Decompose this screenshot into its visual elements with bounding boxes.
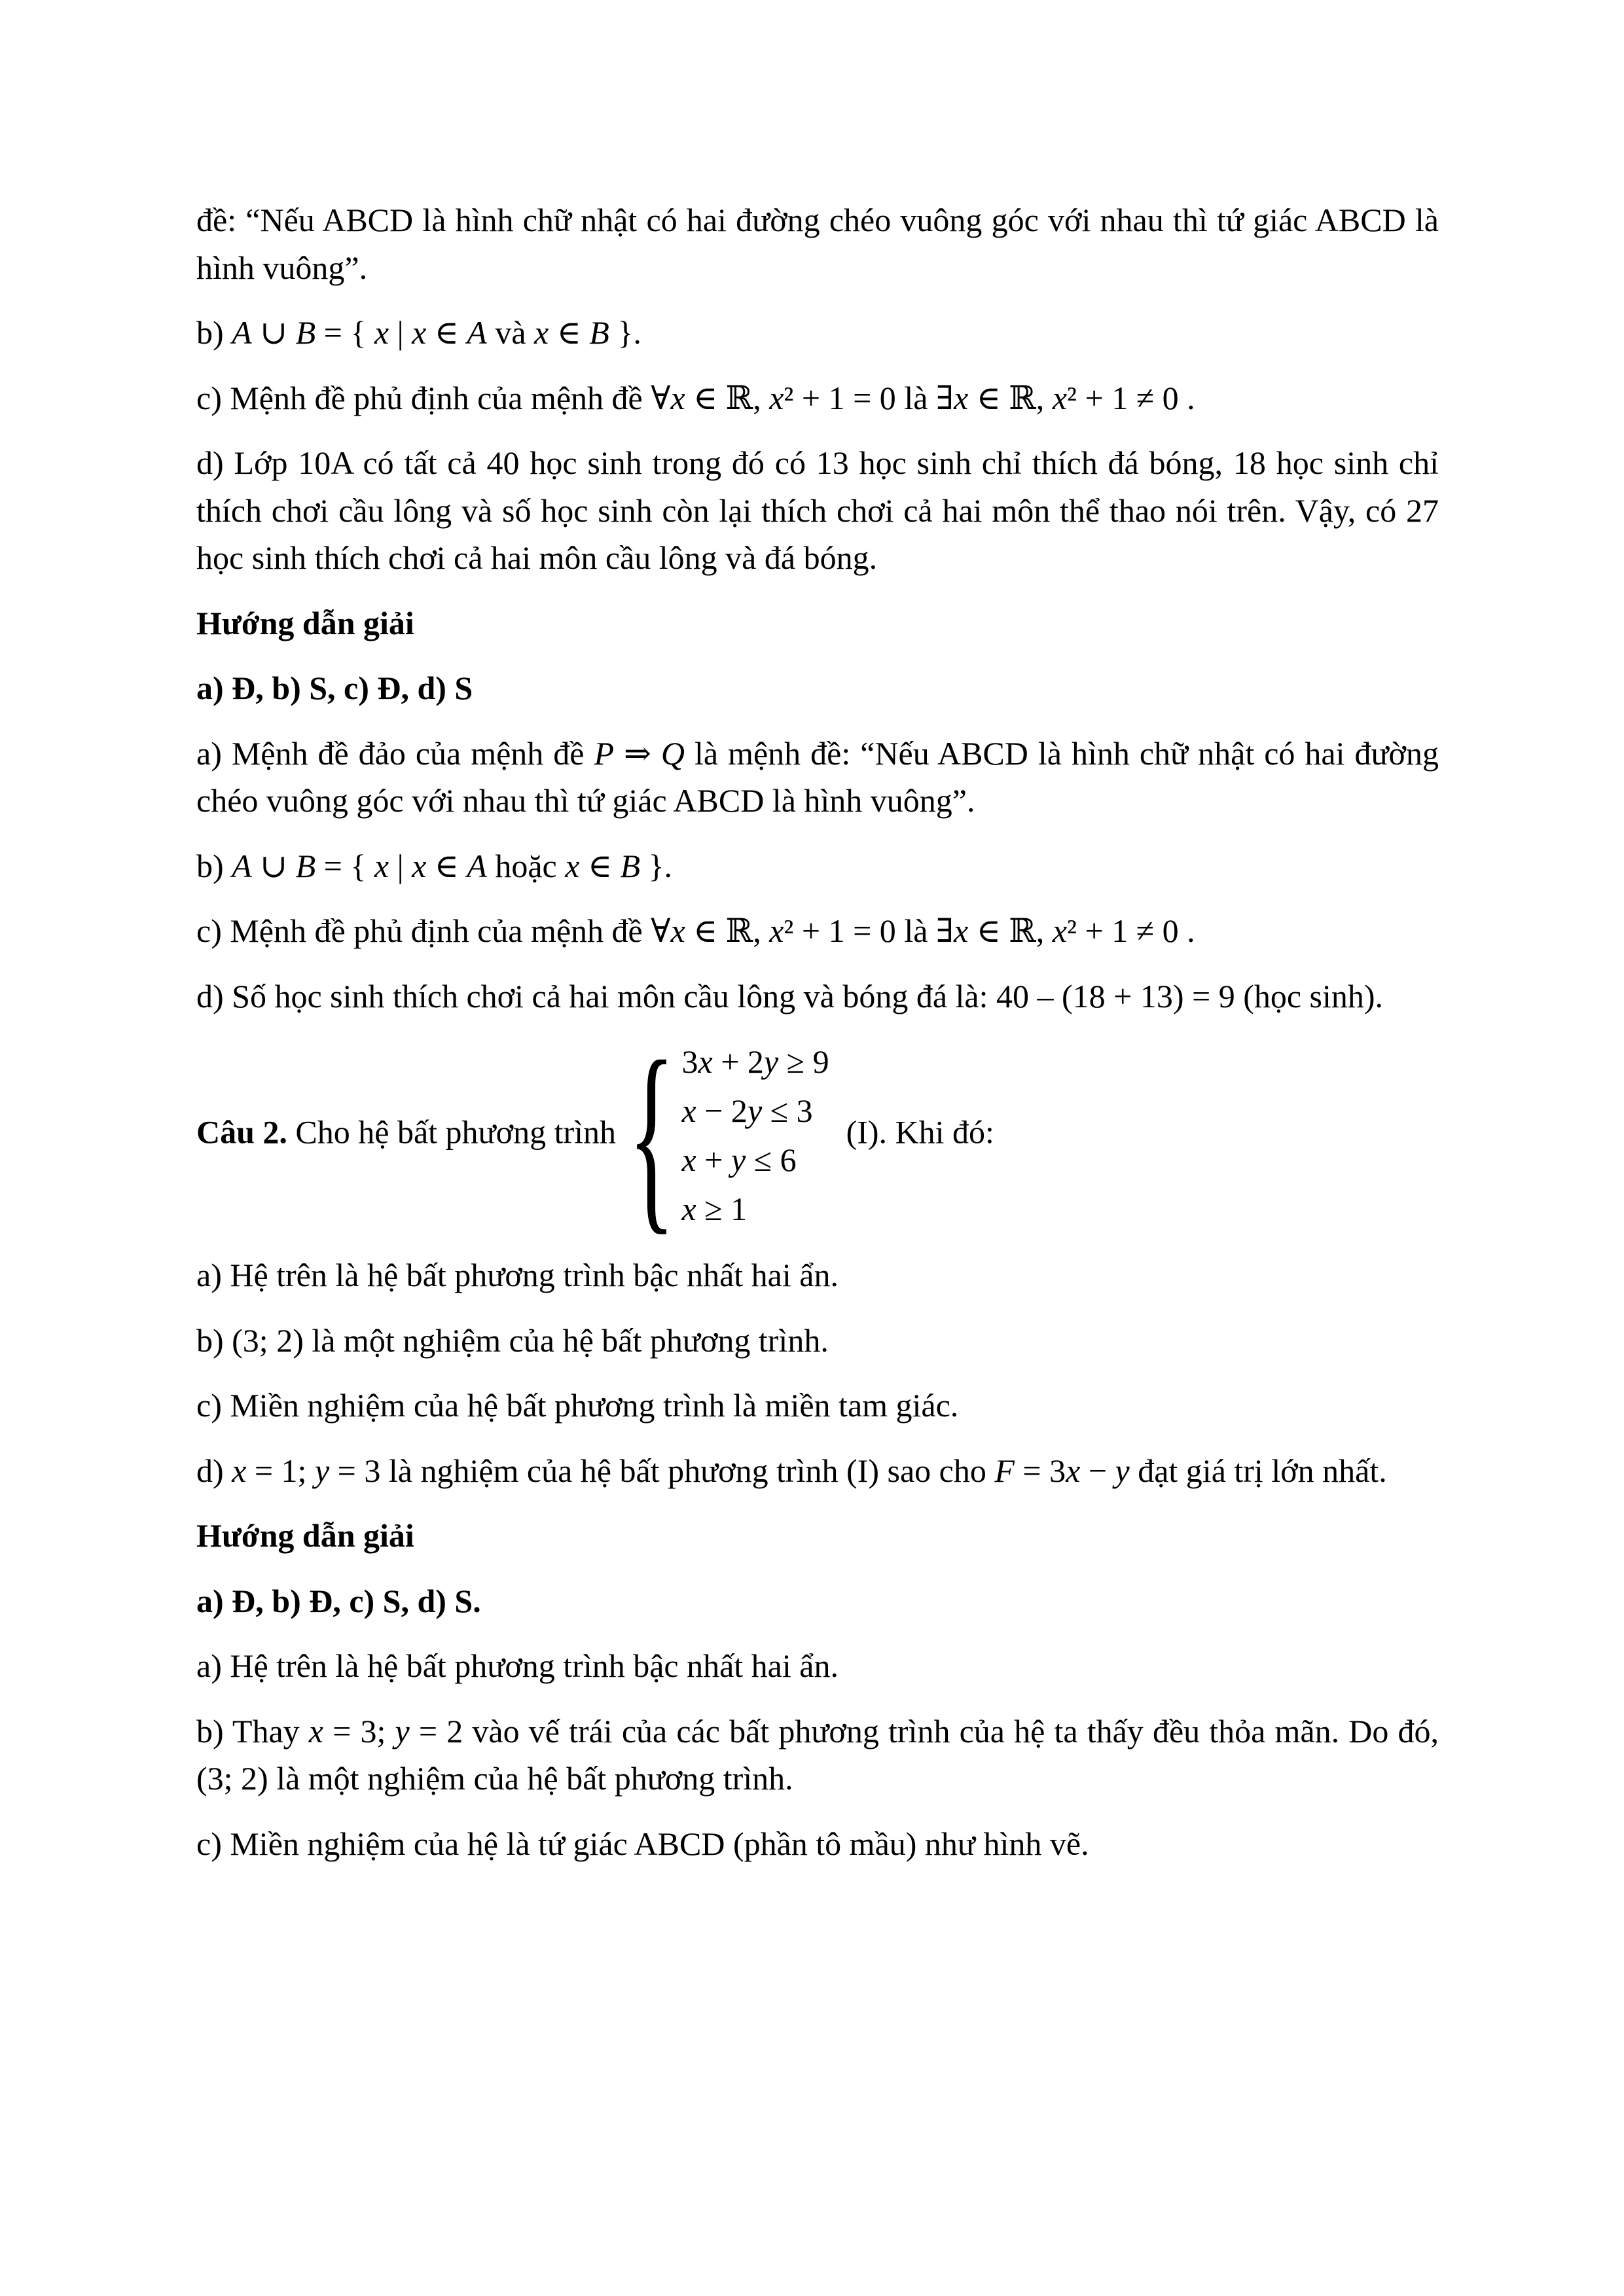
- math-segment: ∃x ∈ ℝ, x² + 1 ≠ 0: [935, 912, 1179, 949]
- solution-heading-2: Hướng dẫn giải: [196, 1517, 414, 1554]
- text-segment: và: [486, 314, 535, 351]
- math-segment: x = 3; y = 2: [308, 1712, 463, 1749]
- q1-item-c: [196, 374, 1439, 422]
- q1-item-d: d) Lớp 10A có tất cả 40 học sinh trong đó có 13 học sinh chỉ thích đá bóng, 18 học sinh chỉ thích chơi cầu lông và số học sinh còn lại thích chơi cả hai môn thể thao nói trên. Vậy, có 27 học sinh thích chơi cả hai môn cầu lông và đá bóng.: [196, 444, 1439, 576]
- math-segment: ∀x ∈ ℝ, x² + 1 = 0: [651, 379, 896, 416]
- math-segment: x ∈ B }: [565, 847, 664, 884]
- math-segment: A ∪ B = { x | x ∈ A: [232, 847, 487, 884]
- question-2-tail: (I). Khi đó:: [846, 1113, 994, 1151]
- continued-paragraph: đề: “Nếu ABCD là hình chữ nhật có hai đường chéo vuông góc với nhau thì tứ giác ABCD là hình vuông”.: [196, 202, 1439, 286]
- question-2-label: Câu 2.: [196, 1113, 287, 1151]
- solution-2-b: [196, 1708, 1439, 1803]
- solution-2-c: c) Miền nghiệm của hệ là tứ giác ABCD (phần tô mầu) như hình vẽ.: [196, 1825, 1089, 1862]
- text-segment: đạt giá trị lớn nhất.: [1129, 1452, 1387, 1489]
- inequality-line: x + y ≤ 6: [681, 1141, 797, 1178]
- item-label: b): [196, 847, 232, 884]
- text-segment: .: [664, 847, 672, 884]
- inequality-line: 3x + 2y ≥ 9: [681, 1043, 829, 1080]
- text-segment: là mệnh đề: “Nếu ABCD là hình chữ nhật có hai đường chéo vuông góc với nhau thì tứ giác ABCD là hình vuông”.: [196, 734, 1439, 819]
- inequality-system: [628, 1018, 829, 1253]
- solution-1-c: [196, 907, 1439, 955]
- text-segment: c) Mệnh đề phủ định của mệnh đề: [196, 379, 651, 416]
- q2-item-d: [196, 1447, 1439, 1495]
- solution-1-a: [196, 730, 1439, 825]
- math-segment: ∃x ∈ ℝ, x² + 1 ≠ 0: [935, 379, 1179, 416]
- q2-item-b: b) (3; 2) là một nghiệm của hệ bất phương trình.: [196, 1321, 829, 1359]
- math-segment: A ∪ B = { x | x ∈ A: [232, 314, 487, 351]
- inequality-line: x ≥ 1: [681, 1191, 748, 1227]
- system-brace: {: [628, 1018, 676, 1253]
- text-segment: là nghiệm của hệ bất phương trình (I) sao cho: [380, 1452, 995, 1489]
- text-segment: là: [895, 379, 936, 416]
- text-segment: .: [1178, 379, 1195, 416]
- answer-key-2: a) Đ, b) Đ, c) S, d) S.: [196, 1582, 481, 1619]
- answer-key-1: a) Đ, b) S, c) Đ, d) S: [196, 670, 473, 706]
- system-lines: [682, 1037, 829, 1234]
- text-segment: a) Mệnh đề đảo của mệnh đề: [196, 734, 594, 772]
- text-segment: b) Thay: [196, 1712, 309, 1749]
- math-segment: F = 3x − y: [994, 1452, 1130, 1489]
- text-segment: c) Mệnh đề phủ định của mệnh đề: [196, 912, 651, 949]
- text-segment: là: [895, 912, 936, 949]
- text-segment: vào vế trái của các bất phương trình của hệ ta thấy đều thỏa mãn. Do đó, (3; 2) là một nghiệm của hệ bất phương trình.: [196, 1712, 1439, 1797]
- question-2-statement: [196, 1018, 1439, 1253]
- solution-1-d: d) Số học sinh thích chơi cả hai môn cầu lông và bóng đá là: 40 – (18 + 13) = 9 (học sinh).: [196, 977, 1384, 1014]
- item-label: b): [196, 314, 232, 351]
- math-segment: x = 1; y = 3: [232, 1452, 381, 1489]
- text-segment: .: [1178, 912, 1195, 949]
- math-segment: P ⇒ Q: [594, 734, 685, 772]
- math-segment: ∀x ∈ ℝ, x² + 1 = 0: [651, 912, 896, 949]
- solution-heading-1: Hướng dẫn giải: [196, 604, 414, 641]
- question-2-intro: Cho hệ bất phương trình: [287, 1113, 624, 1151]
- q2-item-a: a) Hệ trên là hệ bất phương trình bậc nhất hai ẩn.: [196, 1257, 839, 1293]
- item-label: d): [196, 1452, 232, 1489]
- inequality-line: x − 2y ≤ 3: [681, 1092, 813, 1129]
- q1-item-b: [196, 309, 1439, 357]
- q2-item-c: c) Miền nghiệm của hệ bất phương trình là miền tam giác.: [196, 1387, 959, 1424]
- text-segment: .: [633, 314, 641, 351]
- solution-2-a: a) Hệ trên là hệ bất phương trình bậc nhất hai ẩn.: [196, 1647, 839, 1684]
- solution-1-b: [196, 842, 1439, 890]
- text-segment: hoặc: [486, 847, 566, 884]
- math-segment: x ∈ B }: [534, 314, 634, 351]
